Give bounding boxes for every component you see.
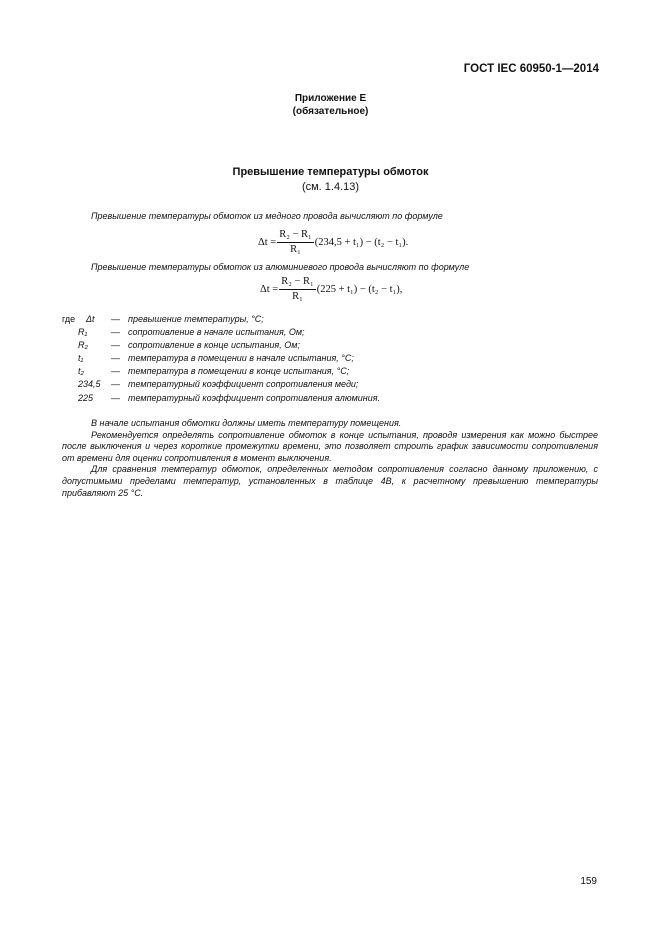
- legend-description: сопротивление в конце испытания, Ом;: [128, 340, 300, 350]
- legend-row: [62, 327, 622, 339]
- legend-dash: —: [111, 340, 120, 350]
- legend-dash: —: [111, 353, 120, 363]
- intro-copper: Превышение температуры обмоток из медного провода вычисляют по формуле: [91, 211, 443, 221]
- formula-copper-numerator: R₂ − R₁: [277, 229, 314, 243]
- formula-copper: [258, 229, 408, 255]
- legend-description: температура в помещении в начале испытания, °C;: [128, 353, 354, 363]
- formula-copper-rhs: (234,5 + t₁) − (t₂ − t₁).: [314, 236, 409, 248]
- body-paragraphs: [62, 418, 598, 499]
- legend-description: сопротивление в начале испытания, Ом;: [128, 327, 305, 337]
- legend-row: [62, 340, 622, 352]
- legend-symbol: 225: [78, 393, 94, 403]
- legend-description: температура в помещении в конце испытания, °C;: [128, 366, 350, 376]
- formula-aluminium-rhs: (225 + t₁) − (t₂ − t₁),: [316, 283, 403, 295]
- legend-symbol: R₂: [78, 340, 88, 350]
- legend-dash: —: [111, 393, 120, 403]
- formula-aluminium: [260, 276, 402, 302]
- legend-row: [62, 366, 622, 378]
- paragraph: Для сравнения температур обмоток, определенных методом сопротивления согласно данному приложению, с допустимыми пределами температур, установленных в таблице 4В, к расчетному превышению температуры прибавляют 25 °C.: [62, 464, 598, 498]
- legend-dash: —: [111, 327, 120, 337]
- formula-aluminium-numerator: R₂ − R₁: [279, 276, 316, 290]
- formula-aluminium-denominator: R₁: [292, 290, 303, 302]
- legend-symbol: 234,5: [78, 379, 101, 389]
- where-label: где: [62, 314, 76, 324]
- legend-description: температурный коэффициент сопротивления меди;: [128, 379, 359, 389]
- formula-aluminium-fraction: [279, 276, 316, 302]
- legend-symbol: Δt: [86, 314, 95, 324]
- formula-copper-lhs: Δt =: [258, 236, 277, 248]
- formula-aluminium-lhs: Δt =: [260, 283, 279, 295]
- legend-dash: —: [111, 366, 120, 376]
- legend-description: температурный коэффициент сопротивления алюминия.: [128, 393, 381, 403]
- section-reference: (см. 1.4.13): [301, 181, 360, 193]
- legend-row: [62, 353, 622, 365]
- legend-symbol: t₂: [78, 366, 84, 376]
- legend-description: превышение температуры, °C;: [128, 314, 264, 324]
- legend-row: [62, 393, 622, 405]
- document-code: ГОСТ IEC 60950-1—2014: [463, 63, 599, 75]
- appendix-status: (обязательное): [292, 106, 369, 117]
- paragraph: В начале испытания обмотки должны иметь температуру помещения.: [91, 418, 402, 428]
- legend-row: [62, 314, 622, 326]
- legend-dash: —: [111, 314, 120, 324]
- page-number: 159: [580, 876, 597, 887]
- section-title: Превышение температуры обмоток: [232, 166, 429, 178]
- legend-symbol: t₁: [78, 353, 84, 363]
- legend-dash: —: [111, 379, 120, 389]
- formula-copper-fraction: [277, 229, 314, 255]
- legend-symbol: R₁: [78, 327, 88, 337]
- appendix-title: Приложение Е: [294, 93, 367, 104]
- legend-row: [62, 379, 622, 391]
- intro-aluminium: Превышение температуры обмоток из алюминиевого провода вычисляют по формуле: [91, 262, 470, 272]
- formula-copper-denominator: R₁: [290, 243, 301, 255]
- paragraph: Рекомендуется определять сопротивление обмоток в конце испытания, проводя измерения как можно быстрее после выключения и через короткие промежутки времени, это позволяет строить график зависимости сопротивления от времени для оценки сопротивления в момент выключения.: [62, 429, 598, 463]
